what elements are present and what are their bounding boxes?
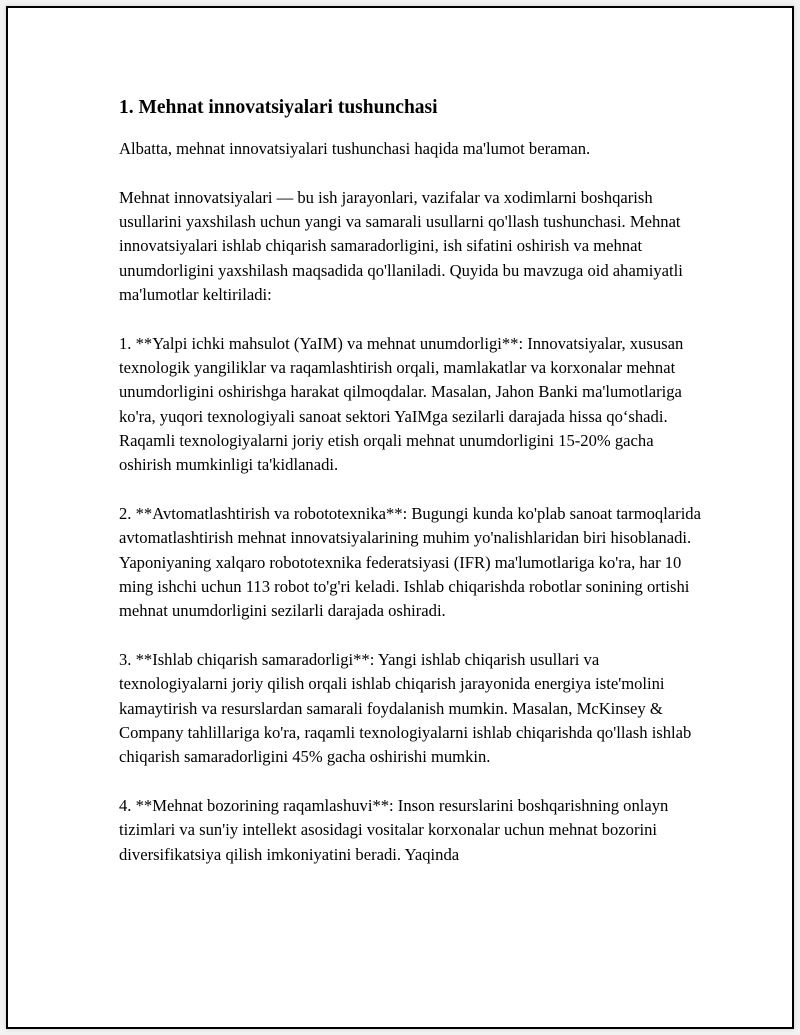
paragraph-definition: Mehnat innovatsiyalari — bu ish jarayonlari, vazifalar va xodimlarni boshqarish usullarini yaxshilash uchun yangi va samarali usullarni qo'llash tushunchasi. Mehnat innovatsiyalari ishlab chiqarish samaradorligini, ish sifatini oshirish va mehnat unumdorligini yaxshilash maqsadida qo'llaniladi. Quyida bu mavzuga oid ahamiyatli ma'lumotlar keltiriladi: <box>119 187 683 304</box>
paragraph-item-3: 3. **Ishlab chiqarish samaradorligi**: Yangi ishlab chiqarish usullari va texnologiyalarni joriy qilish orqali ishlab chiqarish jarayonida energiya iste'molini kamaytirish va resurslardan samarali foydalanish mumkin. Masalan, McKinsey & Company tahlillariga ko'ra, raqamli texnologiyalarni ishlab chiqarishda qo'llash ishlab chiqarish samaradorligini 45% gacha oshirishi mumkin. <box>119 650 692 767</box>
document-heading: 1. Mehnat innovatsiyalari tushunchasi <box>119 97 438 118</box>
paragraph-item-1: 1. **Yalpi ichki mahsulot (YaIM) va mehnat unumdorligi**: Innovatsiyalar, xususan texnologik yangiliklar va raqamlashtirish orqali, mamlakatlar va korxonalar mehnat unumdorligini oshirishga harakat qilmoqdalar. Masalan, Jahon Banki ma'lumotlariga ko'ra, yuqori texnologiyali sanoat sektori YaIMga sezilarli darajada hissa qo‘shadi. Raqamli texnologiyalarni joriy etish orqali mehnat unumdorligini 15-20% gacha oshirish mumkinligi ta'kidlanadi. <box>119 333 684 475</box>
paragraph-intro: Albatta, mehnat innovatsiyalari tushunchasi haqida ma'lumot beraman. <box>119 139 591 158</box>
paragraph-item-4: 4. **Mehnat bozorining raqamlashuvi**: Inson resurslarini boshqarishning onlayn tizimlari va sun'iy intellekt asosidagi vositalar korxonalar uchun mehnat bozorini diversifikatsiya qilish imkoniyatini beradi. Yaqinda <box>119 796 669 864</box>
paragraph-item-2: 2. **Avtomatlashtirish va robototexnika**: Bugungi kunda ko'plab sanoat tarmoqlarida avtomatlashtirish mehnat innovatsiyalarining muhim yo'nalishlaridan biri hisoblanadi. Yaponiyaning xalqaro robototexnika federatsiyasi (IFR) ma'lumotlariga ko'ra, har 10 ming ishchi uchun 113 robot to'g'ri keladi. Ishlab chiqarishda robotlar sonining ortishi mehnat unumdorligini sezilarli darajada oshiradi. <box>119 504 701 621</box>
document-body <box>119 92 709 891</box>
document-page <box>6 6 794 1029</box>
